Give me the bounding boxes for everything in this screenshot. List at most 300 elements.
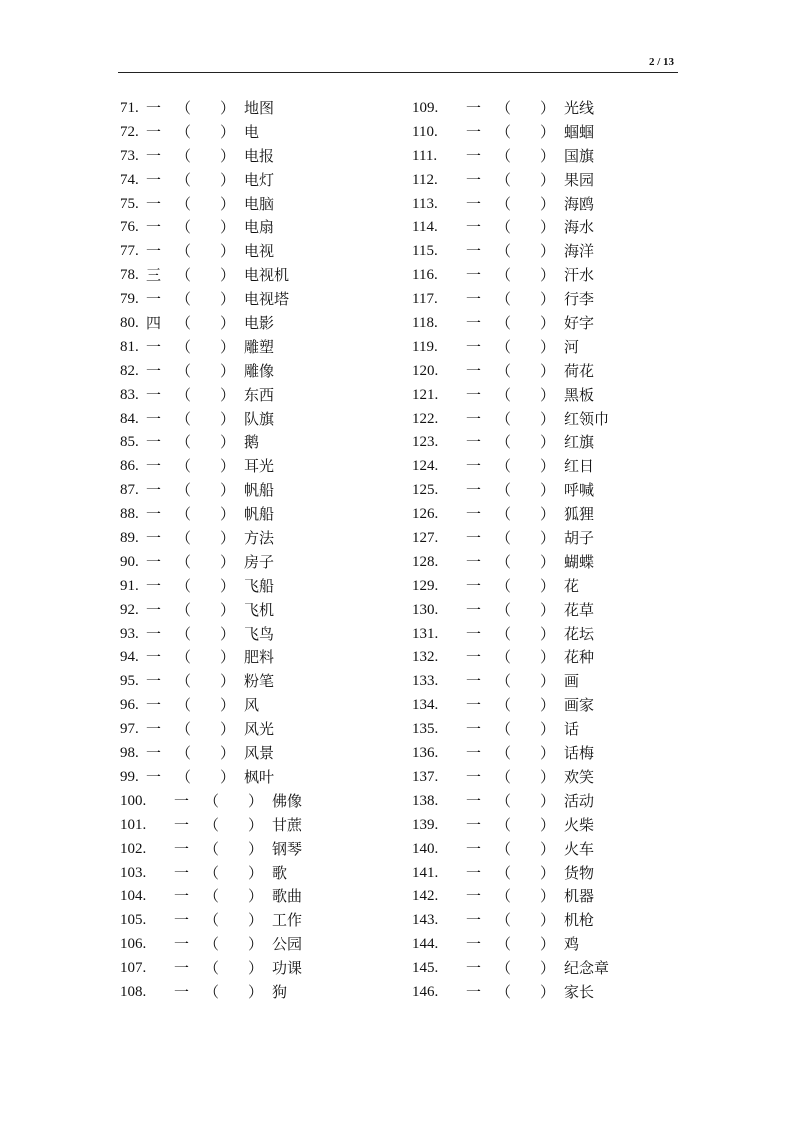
paren-open: （ [204, 911, 220, 930]
paren-open: （ [496, 385, 512, 404]
page-number: 2 / 13 [648, 56, 674, 68]
paren-open: （ [496, 337, 512, 356]
exercise-row [118, 384, 398, 408]
measure-word: 一 [146, 218, 162, 237]
measure-word: 一 [174, 863, 190, 882]
noun-word: 耳光 [244, 457, 275, 476]
noun-word: 甘蔗 [272, 815, 303, 834]
paren-close: ） [248, 815, 264, 834]
paren-close: ） [540, 385, 556, 404]
exercise-row [118, 981, 398, 1005]
item-number: 127. [412, 530, 439, 547]
exercise-row [410, 623, 670, 647]
exercise-row [410, 312, 670, 336]
paren-open: （ [176, 744, 192, 763]
measure-word: 一 [466, 720, 482, 739]
paren-close: ） [540, 361, 556, 380]
measure-word: 一 [146, 170, 162, 189]
item-number: 120. [412, 362, 439, 379]
measure-word: 一 [146, 433, 162, 452]
paren-close: ） [248, 839, 264, 858]
item-number: 98. [120, 745, 139, 762]
item-number: 80. [120, 315, 139, 332]
measure-word: 一 [466, 696, 482, 715]
item-number: 136. [412, 745, 439, 762]
item-number: 124. [412, 458, 439, 475]
item-number: 123. [412, 434, 439, 451]
paren-close: ） [248, 887, 264, 906]
exercise-row [118, 766, 398, 790]
exercise-row [118, 694, 398, 718]
paren-close: ） [220, 242, 236, 261]
exercise-row [118, 431, 398, 455]
noun-word: 电脑 [244, 194, 275, 213]
measure-word: 一 [466, 290, 482, 309]
noun-word: 机器 [564, 887, 595, 906]
item-number: 84. [120, 410, 139, 427]
paren-close: ） [220, 218, 236, 237]
item-number: 141. [412, 864, 439, 881]
measure-word: 一 [146, 481, 162, 500]
noun-word: 房子 [244, 552, 275, 571]
item-number: 79. [120, 291, 139, 308]
exercise-row [410, 862, 670, 886]
exercise-row [118, 312, 398, 336]
exercise-row [410, 909, 670, 933]
noun-word: 汗水 [564, 266, 595, 285]
exercise-row [118, 336, 398, 360]
item-number: 133. [412, 673, 439, 690]
paren-open: （ [176, 314, 192, 333]
paren-open: （ [496, 648, 512, 667]
noun-word: 好字 [564, 314, 595, 333]
exercise-row [118, 885, 398, 909]
exercise-row [410, 431, 670, 455]
paren-open: （ [176, 624, 192, 643]
exercise-row [410, 646, 670, 670]
noun-word: 欢笑 [564, 767, 595, 786]
measure-word: 一 [146, 672, 162, 691]
item-number: 116. [412, 267, 438, 284]
measure-word: 一 [466, 863, 482, 882]
paren-close: ） [540, 648, 556, 667]
measure-word: 四 [146, 314, 162, 333]
measure-word: 一 [146, 122, 162, 141]
paren-close: ） [540, 433, 556, 452]
item-number: 95. [120, 673, 139, 690]
paren-open: （ [204, 959, 220, 978]
item-number: 93. [120, 625, 139, 642]
noun-word: 花种 [564, 648, 595, 667]
paren-open: （ [176, 433, 192, 452]
noun-word: 工作 [272, 911, 303, 930]
item-number: 91. [120, 577, 139, 594]
paren-close: ） [540, 122, 556, 141]
exercise-row [118, 551, 398, 575]
paren-close: ） [220, 361, 236, 380]
noun-word: 队旗 [244, 409, 275, 428]
noun-word: 狐狸 [564, 505, 595, 524]
paren-open: （ [176, 242, 192, 261]
noun-word: 家长 [564, 982, 595, 1001]
noun-word: 狗 [272, 982, 288, 1001]
noun-word: 飞机 [244, 600, 275, 619]
paren-open: （ [176, 266, 192, 285]
item-number: 131. [412, 625, 439, 642]
noun-word: 电视塔 [244, 290, 290, 309]
exercise-row [410, 670, 670, 694]
noun-word: 红日 [564, 457, 595, 476]
paren-close: ） [540, 744, 556, 763]
measure-word: 一 [146, 744, 162, 763]
measure-word: 一 [466, 433, 482, 452]
measure-word: 一 [466, 648, 482, 667]
item-number: 142. [412, 888, 439, 905]
exercise-row [118, 240, 398, 264]
paren-open: （ [496, 481, 512, 500]
paren-close: ） [540, 935, 556, 954]
exercise-row [410, 885, 670, 909]
paren-open: （ [496, 887, 512, 906]
paren-open: （ [176, 505, 192, 524]
paren-close: ） [248, 863, 264, 882]
paren-close: ） [220, 600, 236, 619]
noun-word: 荷花 [564, 361, 595, 380]
exercise-row [118, 862, 398, 886]
paren-open: （ [496, 122, 512, 141]
item-number: 82. [120, 362, 139, 379]
item-number: 110. [412, 123, 438, 140]
paren-open: （ [496, 672, 512, 691]
exercise-row [118, 599, 398, 623]
exercise-row [118, 670, 398, 694]
noun-word: 果园 [564, 170, 595, 189]
exercise-row [118, 933, 398, 957]
measure-word: 一 [466, 982, 482, 1001]
exercise-row [410, 216, 670, 240]
paren-open: （ [496, 361, 512, 380]
measure-word: 一 [174, 911, 190, 930]
paren-open: （ [496, 600, 512, 619]
item-number: 113. [412, 195, 438, 212]
exercise-row [410, 264, 670, 288]
noun-word: 肥料 [244, 648, 275, 667]
measure-word: 一 [146, 696, 162, 715]
paren-open: （ [176, 672, 192, 691]
paren-close: ） [248, 911, 264, 930]
paren-open: （ [496, 839, 512, 858]
measure-word: 一 [466, 767, 482, 786]
paren-open: （ [176, 767, 192, 786]
measure-word: 一 [466, 529, 482, 548]
noun-word: 钢琴 [272, 839, 303, 858]
paren-open: （ [496, 744, 512, 763]
measure-word: 一 [466, 815, 482, 834]
measure-word: 一 [146, 290, 162, 309]
paren-open: （ [496, 529, 512, 548]
right-column [410, 97, 670, 1005]
paren-close: ） [540, 576, 556, 595]
paren-close: ） [540, 767, 556, 786]
noun-word: 货物 [564, 863, 595, 882]
measure-word: 一 [466, 409, 482, 428]
paren-close: ） [220, 720, 236, 739]
noun-word: 纪念章 [564, 959, 610, 978]
item-number: 119. [412, 338, 438, 355]
paren-open: （ [204, 839, 220, 858]
measure-word: 一 [466, 266, 482, 285]
item-number: 107. [120, 960, 147, 977]
item-number: 129. [412, 577, 439, 594]
measure-word: 一 [146, 409, 162, 428]
left-column [118, 97, 398, 1005]
paren-close: ） [540, 218, 556, 237]
noun-word: 花草 [564, 600, 595, 619]
paren-close: ） [540, 266, 556, 285]
measure-word: 一 [146, 337, 162, 356]
noun-word: 鸡 [564, 935, 580, 954]
measure-word: 三 [146, 266, 162, 285]
paren-close: ） [540, 672, 556, 691]
paren-close: ） [248, 935, 264, 954]
measure-word: 一 [466, 552, 482, 571]
noun-word: 风光 [244, 720, 275, 739]
noun-word: 电报 [244, 146, 275, 165]
item-number: 90. [120, 553, 139, 570]
exercise-row [118, 742, 398, 766]
paren-close: ） [220, 696, 236, 715]
item-number: 108. [120, 983, 147, 1000]
exercise-row [118, 408, 398, 432]
exercise-row [118, 193, 398, 217]
item-number: 96. [120, 697, 139, 714]
exercise-row [410, 121, 670, 145]
item-number: 112. [412, 171, 438, 188]
item-number: 75. [120, 195, 139, 212]
paren-open: （ [176, 648, 192, 667]
noun-word: 蝈蝈 [564, 122, 595, 141]
paren-close: ） [220, 648, 236, 667]
item-number: 105. [120, 912, 147, 929]
paren-open: （ [496, 959, 512, 978]
item-number: 88. [120, 506, 139, 523]
paren-close: ） [540, 887, 556, 906]
paren-close: ） [540, 959, 556, 978]
paren-close: ） [540, 505, 556, 524]
measure-word: 一 [466, 170, 482, 189]
paren-close: ） [540, 529, 556, 548]
paren-close: ） [248, 982, 264, 1001]
paren-open: （ [496, 624, 512, 643]
noun-word: 花 [564, 576, 580, 595]
item-number: 74. [120, 171, 139, 188]
item-number: 78. [120, 267, 139, 284]
paren-close: ） [220, 170, 236, 189]
paren-close: ） [220, 266, 236, 285]
item-number: 140. [412, 840, 439, 857]
paren-open: （ [496, 720, 512, 739]
exercise-row [410, 336, 670, 360]
measure-word: 一 [466, 361, 482, 380]
paren-close: ） [540, 696, 556, 715]
paren-close: ） [540, 242, 556, 261]
measure-word: 一 [466, 911, 482, 930]
paren-open: （ [176, 457, 192, 476]
paren-close: ） [220, 433, 236, 452]
exercise-row [410, 384, 670, 408]
exercise-row [410, 790, 670, 814]
item-number: 87. [120, 482, 139, 499]
item-number: 101. [120, 816, 147, 833]
noun-word: 蝴蝶 [564, 552, 595, 571]
exercise-row [410, 551, 670, 575]
exercise-row [410, 838, 670, 862]
measure-word: 一 [466, 505, 482, 524]
paren-close: ） [220, 552, 236, 571]
noun-word: 雕塑 [244, 337, 275, 356]
noun-word: 飞鸟 [244, 624, 275, 643]
paren-close: ） [220, 744, 236, 763]
noun-word: 国旗 [564, 146, 595, 165]
measure-word: 一 [466, 935, 482, 954]
measure-word: 一 [466, 99, 482, 117]
paren-close: ） [220, 409, 236, 428]
paren-close: ） [220, 122, 236, 141]
noun-word: 胡子 [564, 529, 595, 548]
paren-open: （ [204, 863, 220, 882]
paren-open: （ [496, 99, 512, 117]
paren-close: ） [220, 672, 236, 691]
exercise-row [410, 575, 670, 599]
noun-word: 歌 [272, 863, 288, 882]
noun-word: 呼喊 [564, 481, 595, 500]
measure-word: 一 [146, 242, 162, 261]
exercise-row [118, 216, 398, 240]
paren-close: ） [540, 457, 556, 476]
noun-word: 方法 [244, 529, 275, 548]
exercise-row [410, 193, 670, 217]
exercise-row [410, 694, 670, 718]
paren-open: （ [496, 146, 512, 165]
paren-open: （ [496, 863, 512, 882]
exercise-row [410, 527, 670, 551]
paren-close: ） [540, 99, 556, 117]
noun-word: 歌曲 [272, 887, 303, 906]
noun-word: 飞船 [244, 576, 275, 595]
measure-word: 一 [466, 791, 482, 810]
measure-word: 一 [146, 624, 162, 643]
exercise-row [118, 646, 398, 670]
exercise-row [410, 599, 670, 623]
paren-open: （ [496, 266, 512, 285]
measure-word: 一 [146, 552, 162, 571]
exercise-row [410, 718, 670, 742]
exercise-row [118, 455, 398, 479]
noun-word: 枫叶 [244, 767, 275, 786]
paren-close: ） [540, 552, 556, 571]
item-number: 104. [120, 888, 147, 905]
measure-word: 一 [466, 576, 482, 595]
measure-word: 一 [146, 767, 162, 786]
paren-open: （ [176, 290, 192, 309]
paren-close: ） [540, 600, 556, 619]
item-number: 71. [120, 100, 139, 116]
noun-word: 花坛 [564, 624, 595, 643]
noun-word: 风 [244, 696, 260, 715]
exercise-row [118, 718, 398, 742]
measure-word: 一 [146, 600, 162, 619]
paren-open: （ [496, 290, 512, 309]
measure-word: 一 [146, 385, 162, 404]
paren-close: ） [540, 290, 556, 309]
paren-open: （ [176, 696, 192, 715]
paren-open: （ [496, 314, 512, 333]
measure-word: 一 [466, 337, 482, 356]
exercise-row [118, 145, 398, 169]
item-number: 122. [412, 410, 439, 427]
noun-word: 行李 [564, 290, 595, 309]
measure-word: 一 [174, 935, 190, 954]
noun-word: 海水 [564, 218, 595, 237]
exercise-row [410, 97, 670, 121]
item-number: 77. [120, 243, 139, 260]
paren-open: （ [176, 146, 192, 165]
measure-word: 一 [146, 720, 162, 739]
exercise-row [410, 981, 670, 1005]
item-number: 139. [412, 816, 439, 833]
paren-open: （ [496, 409, 512, 428]
paren-open: （ [176, 576, 192, 595]
exercise-row [118, 957, 398, 981]
noun-word: 电灯 [244, 170, 275, 189]
measure-word: 一 [466, 887, 482, 906]
noun-word: 帆船 [244, 481, 275, 500]
paren-open: （ [496, 815, 512, 834]
noun-word: 红旗 [564, 433, 595, 452]
paren-open: （ [176, 194, 192, 213]
exercise-row [118, 575, 398, 599]
paren-close: ） [540, 911, 556, 930]
exercise-row [118, 288, 398, 312]
measure-word: 一 [466, 385, 482, 404]
measure-word: 一 [146, 576, 162, 595]
paren-close: ） [540, 337, 556, 356]
item-number: 143. [412, 912, 439, 929]
measure-word: 一 [146, 529, 162, 548]
exercise-row [118, 479, 398, 503]
measure-word: 一 [146, 361, 162, 380]
exercise-row [410, 288, 670, 312]
noun-word: 机枪 [564, 911, 595, 930]
paren-close: ） [540, 409, 556, 428]
measure-word: 一 [146, 194, 162, 213]
paren-open: （ [176, 337, 192, 356]
paren-close: ） [540, 791, 556, 810]
paren-open: （ [176, 552, 192, 571]
noun-word: 粉笔 [244, 672, 275, 691]
paren-close: ） [540, 720, 556, 739]
noun-word: 海鸥 [564, 194, 595, 213]
paren-close: ） [220, 529, 236, 548]
paren-close: ） [220, 767, 236, 786]
paren-open: （ [176, 409, 192, 428]
noun-word: 话 [564, 720, 580, 739]
paren-open: （ [176, 529, 192, 548]
paren-open: （ [204, 935, 220, 954]
measure-word: 一 [174, 791, 190, 810]
paren-open: （ [176, 600, 192, 619]
paren-close: ） [220, 194, 236, 213]
